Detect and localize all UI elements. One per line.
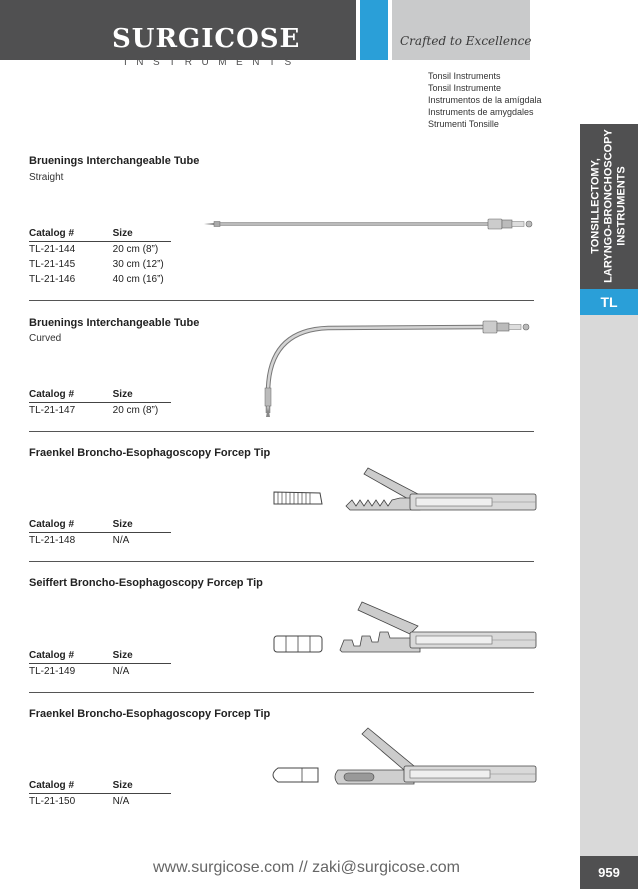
catalog-table (29, 388, 171, 418)
catalog-table (29, 227, 171, 287)
header-accent-bar (360, 0, 388, 60)
language-list (428, 70, 542, 130)
table-row (29, 664, 171, 679)
size-header: Size (112, 389, 133, 400)
catalog-header: Catalog # (29, 650, 75, 661)
product-subtitle: Straight (29, 172, 64, 183)
brand-subtitle: INSTRUMENTS (124, 57, 301, 68)
catalog-header: Catalog # (29, 228, 75, 239)
table-header (29, 779, 171, 794)
section-divider (29, 300, 534, 301)
table-header (29, 388, 171, 403)
catalog-table (29, 779, 171, 809)
catalog-number: TL-21-146 (29, 273, 76, 285)
product-title: Fraenkel Broncho-Esophagoscopy Forcep Tip (29, 447, 271, 459)
table-header (29, 518, 171, 533)
product-title: Seiffert Broncho-Esophagoscopy Forcep Tip (29, 577, 263, 589)
footer-contact: www.surgicose.com // zaki@surgicose.com (153, 859, 460, 876)
size-value: 40 cm (16”) (112, 273, 164, 285)
table-row (29, 794, 171, 809)
language-item: Instrumentos de la amígdala (428, 95, 542, 105)
product-title: Bruenings Interchangeable Tube (29, 317, 200, 329)
straight-tube-illustration (204, 212, 538, 238)
size-value: 30 cm (12”) (112, 258, 164, 270)
category-label (590, 124, 629, 289)
catalog-number: TL-21-148 (29, 534, 76, 546)
catalog-header: Catalog # (29, 389, 75, 400)
catalog-table (29, 649, 171, 679)
brand-tagline: Crafted to Excellence (400, 34, 532, 48)
size-header: Size (112, 780, 133, 791)
catalog-number: TL-21-149 (29, 665, 76, 677)
brand-logo: SURGICOSE (112, 24, 301, 54)
size-header: Size (112, 519, 133, 530)
table-row (29, 272, 171, 287)
product-title: Fraenkel Broncho-Esophagoscopy Forcep Tip (29, 708, 271, 720)
section-divider (29, 431, 534, 432)
category-line: LARYNGO-BRONCHOSCOPY (602, 129, 615, 283)
catalog-number: TL-21-144 (29, 243, 76, 255)
catalog-number: TL-21-145 (29, 258, 76, 270)
size-header: Size (112, 228, 133, 239)
section-divider (29, 561, 534, 562)
language-item: Tonsil Instrumente (428, 83, 502, 93)
table-header (29, 649, 171, 664)
curved-tube-illustration (258, 318, 538, 418)
page-number: 959 (580, 856, 638, 889)
language-item: Instruments de amygdales (428, 107, 534, 117)
table-row (29, 403, 171, 418)
language-item: Tonsil Instruments (428, 71, 501, 81)
size-value: 20 cm (8”) (112, 243, 159, 255)
table-header (29, 227, 171, 242)
serrated-forcep-tip-illustration (270, 462, 536, 518)
category-line: TONSILLECTOMY, (589, 158, 602, 254)
size-value: N/A (112, 665, 130, 677)
size-value: 20 cm (8”) (112, 404, 159, 416)
table-row (29, 257, 171, 272)
size-header: Size (112, 650, 133, 661)
sidebar-strip (580, 315, 638, 856)
catalog-number: TL-21-150 (29, 795, 76, 807)
catalog-table (29, 518, 171, 548)
toothed-forcep-tip-illustration (270, 598, 536, 658)
table-row (29, 242, 171, 257)
catalog-header: Catalog # (29, 519, 75, 530)
category-code-badge: TL (580, 289, 638, 315)
language-item: Strumenti Tonsille (428, 119, 499, 129)
catalog-number: TL-21-147 (29, 404, 76, 416)
cup-forcep-tip-illustration (264, 724, 536, 786)
section-divider (29, 692, 534, 693)
table-row (29, 533, 171, 548)
product-subtitle: Curved (29, 333, 62, 344)
size-value: N/A (112, 795, 130, 807)
category-line: INSTRUMENTS (615, 166, 628, 246)
tagline-panel (392, 0, 530, 60)
size-value: N/A (112, 534, 130, 546)
product-title: Bruenings Interchangeable Tube (29, 155, 200, 167)
catalog-header: Catalog # (29, 780, 75, 791)
